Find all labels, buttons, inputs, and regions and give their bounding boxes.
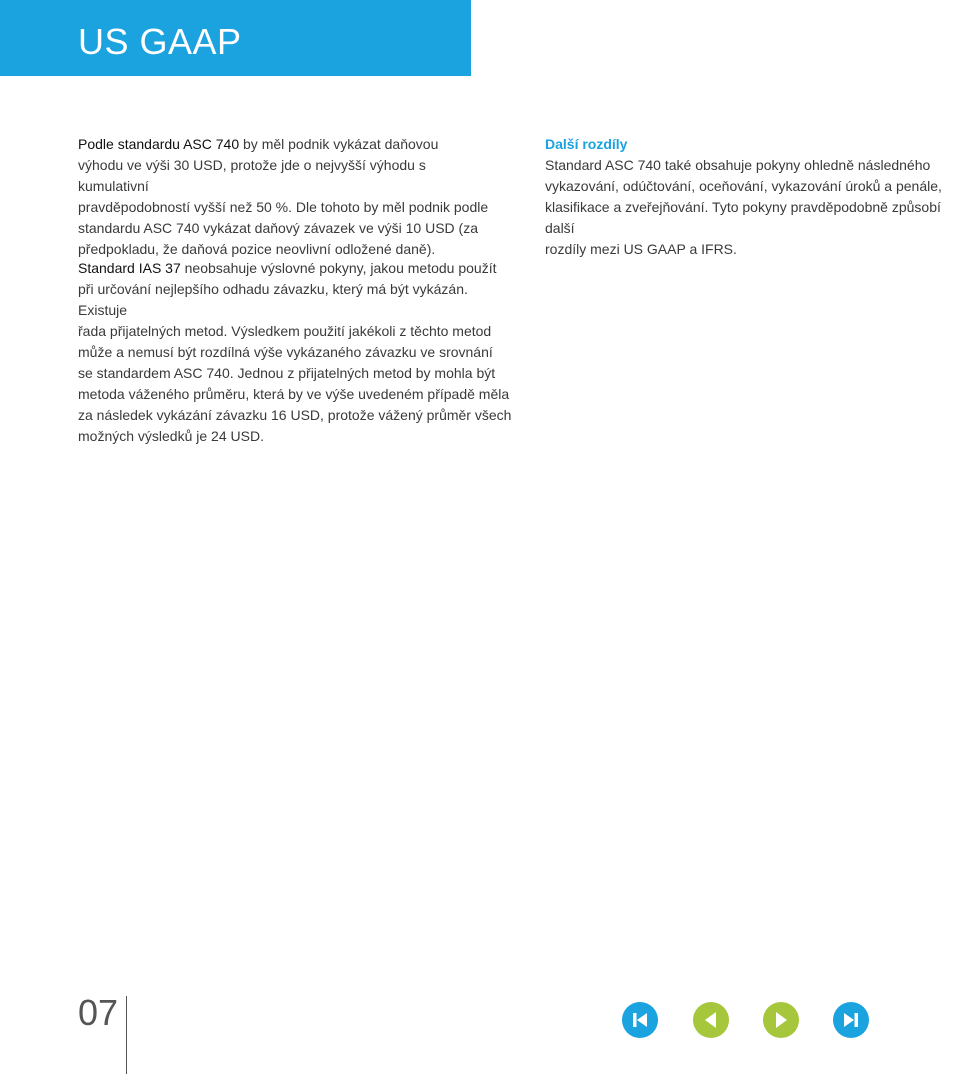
paragraph-ias-37 (78, 258, 518, 447)
section-heading: Další rozdíly (545, 136, 628, 152)
title-banner (0, 0, 471, 76)
skip-to-last-icon (833, 1002, 869, 1038)
section-body: Standard ASC 740 také obsahuje pokyny ohledně následného vykazování, odúčtování, oceňování, vykazování úroků a penále, klasifikace a zveřejňování. Tyto pokyny pravděpodobně způsobí další rozdíly mezi US GAAP a IFRS. (545, 157, 942, 257)
page-number: 07 (78, 992, 119, 1033)
paragraph-body: by měl podnik vykázat daňovou výhodu ve výši 30 USD, protože jde o nejvyšší výhodu s kumulativní pravděpodobností vyšší než 50 %. Dle tohoto by měl podnik podle standardu ASC 740 vykázat daňový závazek ve výši 10 USD (za předpokladu, že daňová pozice neovlivní odložené daně). (78, 136, 489, 257)
previous-page-button[interactable] (693, 1002, 729, 1038)
right-column (545, 134, 960, 260)
first-page-button[interactable] (622, 1002, 658, 1038)
next-arrow-icon (763, 1002, 799, 1038)
left-column-bottom (78, 258, 518, 447)
paragraph-body: neobsahuje výslovné pokyny, jakou metodu použít při určování nejlepšího odhadu závazku, který má být vykázán. Existuje řada přijatelných metod. Výsledkem použití jakékoli z těchto metod může a nemusí být rozdílná výše vykázaného závazku ve srovnání se standardem ASC 740. Jednou z přijatelných metod by mohla být metoda váženého průměru, která by ve výše uvedeném případě měla za následek vykázání závazku 16 USD, protože vážený průměr všech možných výsledků je 24 USD. (78, 260, 512, 444)
paragraph-lead: Standard IAS 37 (78, 260, 181, 276)
page-title: US GAAP (78, 21, 242, 62)
paragraph-asc-740 (78, 134, 498, 260)
paragraph-lead: Podle standardu ASC 740 (78, 136, 240, 152)
next-page-button[interactable] (763, 1002, 799, 1038)
left-column-top (78, 134, 498, 260)
skip-to-first-icon (622, 1002, 658, 1038)
previous-arrow-icon (693, 1002, 729, 1038)
last-page-button[interactable] (833, 1002, 869, 1038)
page-number-divider (126, 996, 127, 1074)
